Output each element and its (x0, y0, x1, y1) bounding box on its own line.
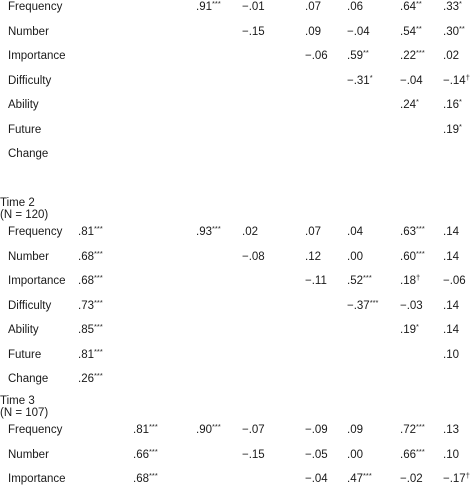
correlation-cell: −.02 (400, 473, 423, 485)
correlation-cell: .64** (400, 0, 422, 13)
row-label: Change (8, 148, 49, 160)
table-row (0, 296, 474, 316)
row-label: Difficulty (8, 299, 52, 312)
group-title: Time 2 (0, 197, 35, 209)
correlation-cell: .81*** (78, 346, 103, 361)
row-label: Future (8, 348, 42, 361)
row-label: Change (8, 373, 49, 385)
correlation-cell: −.06 (443, 275, 466, 287)
correlation-cell: .52*** (347, 273, 372, 287)
correlation-cell: .26*** (78, 371, 103, 385)
row-label: Number (8, 448, 49, 461)
correlation-cell: .14 (443, 299, 459, 312)
row-label: Frequency (8, 424, 63, 436)
correlation-cell: .06 (347, 1, 363, 13)
correlation-cell: −.15 (242, 25, 265, 38)
correlation-cell: .04 (347, 226, 363, 238)
correlation-cell: −.15 (242, 448, 265, 461)
correlation-cell: −.05 (305, 448, 328, 461)
group-title: Time 3 (0, 395, 35, 407)
correlation-cell: .33* (443, 0, 462, 13)
correlation-cell: −.11 (305, 275, 327, 287)
correlation-cell: .91*** (196, 0, 221, 13)
correlation-cell: .66*** (400, 446, 425, 461)
correlation-cell: −.04 (400, 74, 423, 87)
correlation-cell: .22*** (400, 48, 425, 62)
correlation-cell: .19* (400, 322, 419, 336)
correlation-cell: .90*** (196, 422, 221, 436)
table-row (0, 469, 474, 489)
table-row (0, 120, 474, 140)
row-label: Importance (8, 473, 66, 485)
correlation-cell: .68*** (133, 471, 158, 485)
correlation-cell: .60*** (400, 248, 425, 263)
correlation-cell: −.09 (305, 424, 328, 436)
correlation-cell: .00 (347, 250, 363, 263)
correlation-cell: .68*** (78, 248, 103, 263)
table-row (0, 320, 474, 340)
correlation-cell: .00 (347, 448, 363, 461)
correlation-cell: .07 (305, 226, 321, 238)
table-row (0, 144, 474, 164)
correlation-cell: .24* (400, 97, 419, 111)
correlation-cell: −.04 (305, 473, 328, 485)
correlation-cell: −.08 (242, 250, 265, 263)
correlation-cell: .09 (347, 424, 363, 436)
row-label: Frequency (8, 1, 63, 13)
correlation-cell: −.06 (305, 50, 328, 62)
correlation-cell: .73*** (78, 297, 103, 312)
correlation-cell: .47*** (347, 471, 372, 485)
correlation-cell: .72*** (400, 422, 425, 436)
table-row (0, 369, 474, 389)
table-row (0, 345, 474, 365)
correlation-cell: −.31* (347, 72, 373, 87)
correlation-cell: .63*** (400, 224, 425, 238)
row-label: Ability (8, 324, 39, 336)
row-label: Ability (8, 99, 39, 111)
correlation-cell: .13 (443, 424, 459, 436)
correlation-cell: −.03 (400, 299, 423, 312)
correlation-cell: .14 (443, 250, 459, 263)
correlation-cell: .85*** (78, 322, 103, 336)
table-row (0, 22, 474, 42)
correlation-cell: .12 (305, 250, 321, 263)
correlation-cell: .16* (443, 97, 462, 111)
correlation-cell: −.37*** (347, 297, 379, 312)
correlation-cell: .10 (443, 448, 459, 461)
table-row (0, 95, 474, 115)
row-label: Future (8, 123, 42, 136)
correlation-cell: .59** (347, 48, 369, 62)
correlation-cell: −.07 (242, 424, 265, 436)
correlation-cell: .54** (400, 23, 422, 38)
correlation-cell: .30** (443, 23, 465, 38)
table-row (0, 445, 474, 465)
correlation-cell: −.14† (443, 72, 470, 87)
table-row (0, 271, 474, 291)
correlation-cell: −.01 (242, 1, 265, 13)
row-label: Importance (8, 50, 66, 62)
table-row (0, 71, 474, 91)
correlation-cell: .02 (242, 226, 258, 238)
correlation-cell: .14 (443, 226, 459, 238)
correlation-cell: .66*** (133, 446, 158, 461)
row-label: Difficulty (8, 74, 52, 87)
row-label: Importance (8, 275, 66, 287)
table-row (0, 247, 474, 267)
row-label: Number (8, 250, 49, 263)
table-row (0, 46, 474, 66)
correlation-cell: .02 (443, 50, 459, 62)
row-label: Number (8, 25, 49, 38)
table-row (0, 0, 474, 17)
row-label: Frequency (8, 226, 63, 238)
correlation-cell: .09 (305, 25, 321, 38)
correlation-cell: .19* (443, 121, 462, 136)
correlation-cell: .68*** (78, 273, 103, 287)
correlation-cell: .93*** (196, 224, 221, 238)
table-row (0, 222, 474, 242)
correlation-cell: .07 (305, 1, 321, 13)
correlation-cell: .10 (443, 348, 459, 361)
correlation-cell: .81*** (78, 224, 103, 238)
correlation-cell: −.04 (347, 25, 370, 38)
correlation-cell: .14 (443, 324, 459, 336)
correlation-cell: .18† (400, 273, 421, 287)
correlation-cell: −.17† (443, 471, 470, 485)
group-sample-size: (N = 120) (0, 209, 49, 221)
correlation-cell: .81*** (133, 422, 158, 436)
group-sample-size: (N = 107) (0, 407, 49, 419)
table-row (0, 420, 474, 440)
